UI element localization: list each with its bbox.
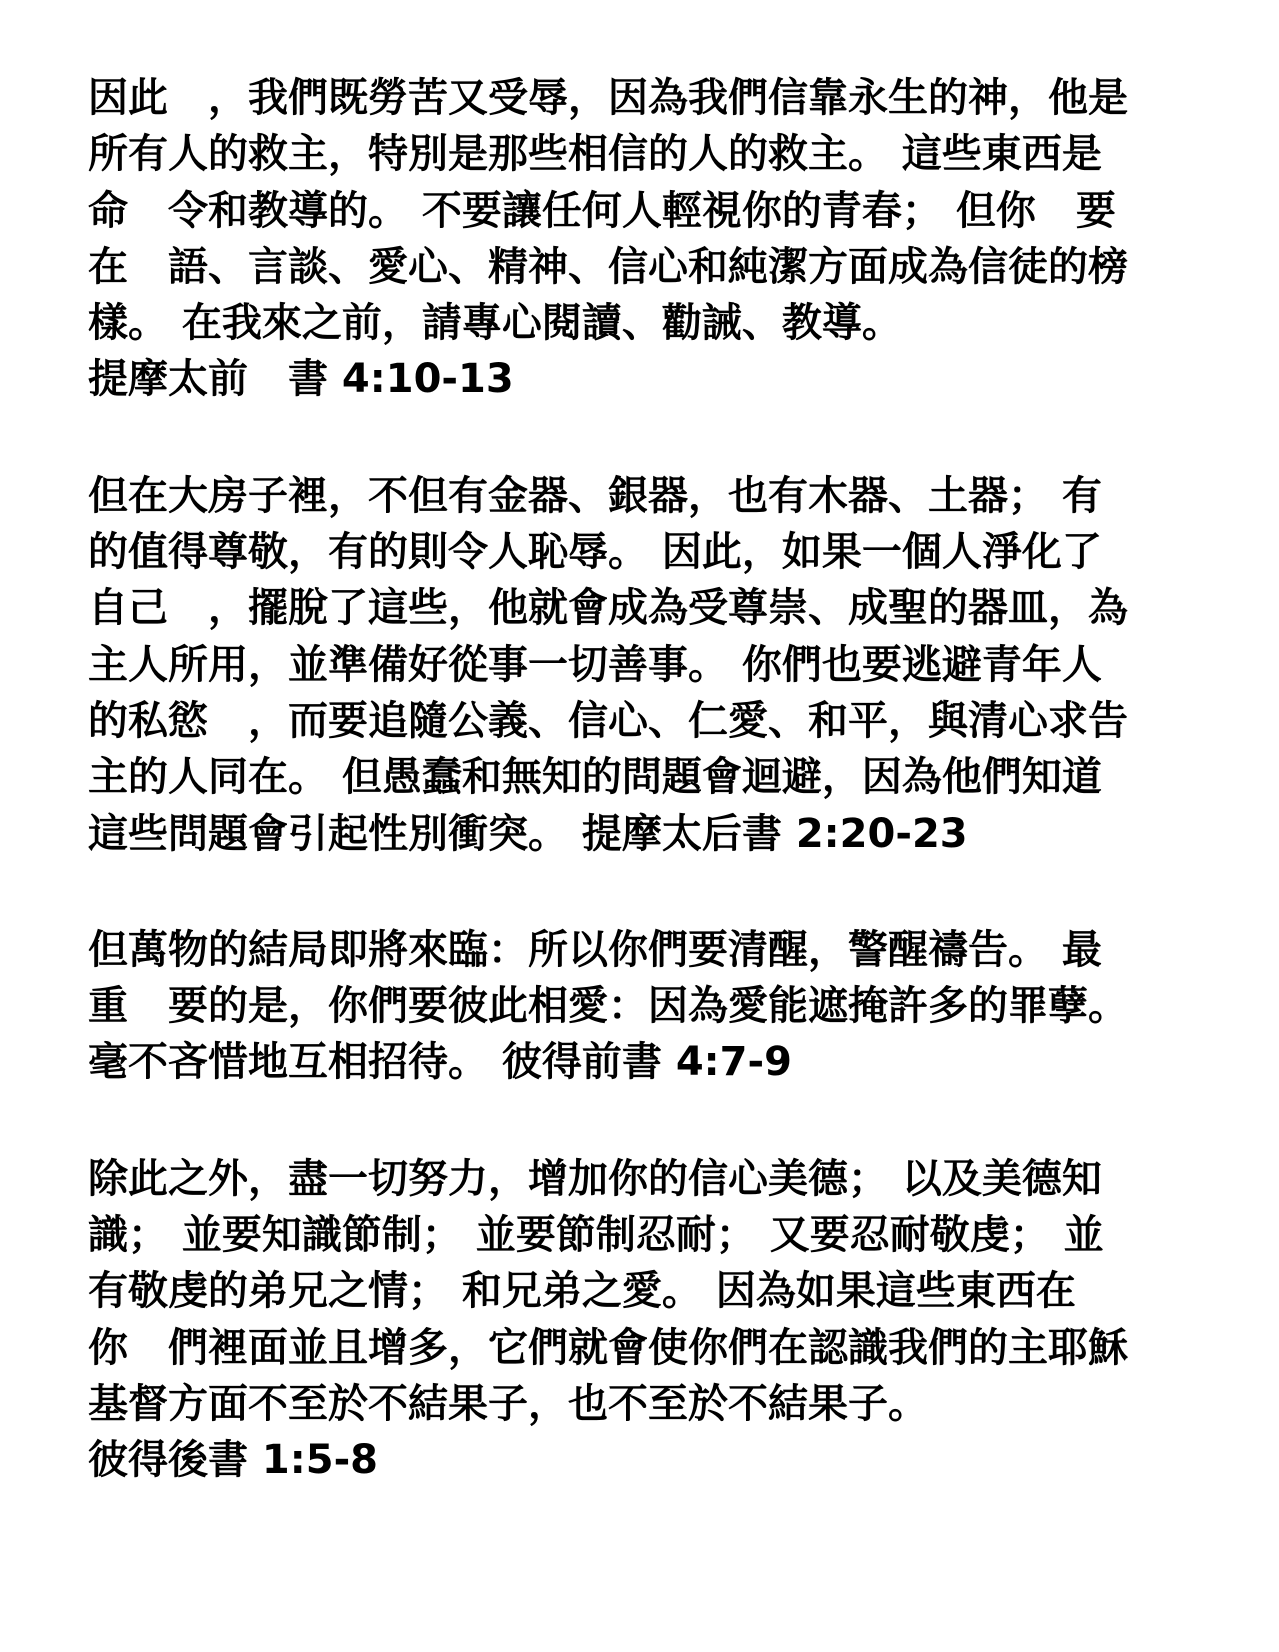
text-line: 識； 並要知識節制； 並要節制忍耐； 又要忍耐敬虔； 並: [88, 1212, 1104, 1259]
text-line: 你 們裡面並且增多，它們就會使你們在認識我們的主耶穌: [88, 1324, 1128, 1371]
passage-4: [88, 1151, 1188, 1489]
scripture-reference: 彼得後書 1:5-8: [88, 1437, 379, 1484]
text-line: 所有人的救主，特別是那些相信的人的救主。 這些東西是: [88, 131, 1102, 178]
passage-3: [88, 922, 1188, 1091]
text-line: 基督方面不至於不結果子，也不至於不結果子。: [88, 1380, 928, 1427]
text-line: 的值得尊敬，有的則令人恥辱。 因此，如果一個人淨化了: [88, 529, 1102, 576]
text-line: 在 語、言談、愛心、精神、信心和純潔方面成為信徒的榜: [88, 243, 1128, 290]
text-line: 主的人同在。 但愚蠢和無知的問題會迴避，因為他們知道: [88, 754, 1102, 801]
passage-2: [88, 468, 1188, 862]
text-line: 但萬物的結局即將來臨：所以你們要清醒，警醒禱告。 最: [88, 926, 1102, 973]
text-line: 主人所用，並準備好從事一切善事。 你們也要逃避青年人: [88, 641, 1102, 688]
text-line: 除此之外，盡一切努力，增加你的信心美德； 以及美德知: [88, 1155, 1102, 1202]
text-line: 但在大房子裡，不但有金器、銀器，也有木器、土器； 有: [88, 472, 1102, 519]
text-line: 的私慾 ，而要追隨公義、信心、仁愛、和平，與清心求告: [88, 697, 1128, 744]
document-page: [88, 70, 1188, 1549]
scripture-reference: 提摩太前 書 4:10-13: [88, 356, 514, 403]
text-line: 命 令和教導的。 不要讓任何人輕視你的青春； 但你 要: [88, 187, 1116, 234]
text-line-with-reference: 毫不吝惜地互相招待。 彼得前書 4:7-9: [88, 1039, 792, 1086]
text-line: 因此 ，我們既勞苦又受辱，因為我們信靠永生的神，他是: [88, 75, 1128, 121]
text-line: 自己 ，擺脫了這些，他就會成為受尊崇、成聖的器皿，為: [88, 585, 1128, 632]
text-line-with-reference: 這些問題會引起性別衝突。 提摩太后書 2:20-23: [88, 810, 968, 857]
text-line: 重 要的是，你們要彼此相愛：因為愛能遮掩許多的罪孽。: [88, 983, 1128, 1030]
passage-1: [88, 70, 1188, 408]
text-line: 樣。 在我來之前，請專心閱讀、勸誡、教導。: [88, 300, 902, 347]
text-line: 有敬虔的弟兄之情； 和兄弟之愛。 因為如果這些東西在: [88, 1268, 1076, 1315]
